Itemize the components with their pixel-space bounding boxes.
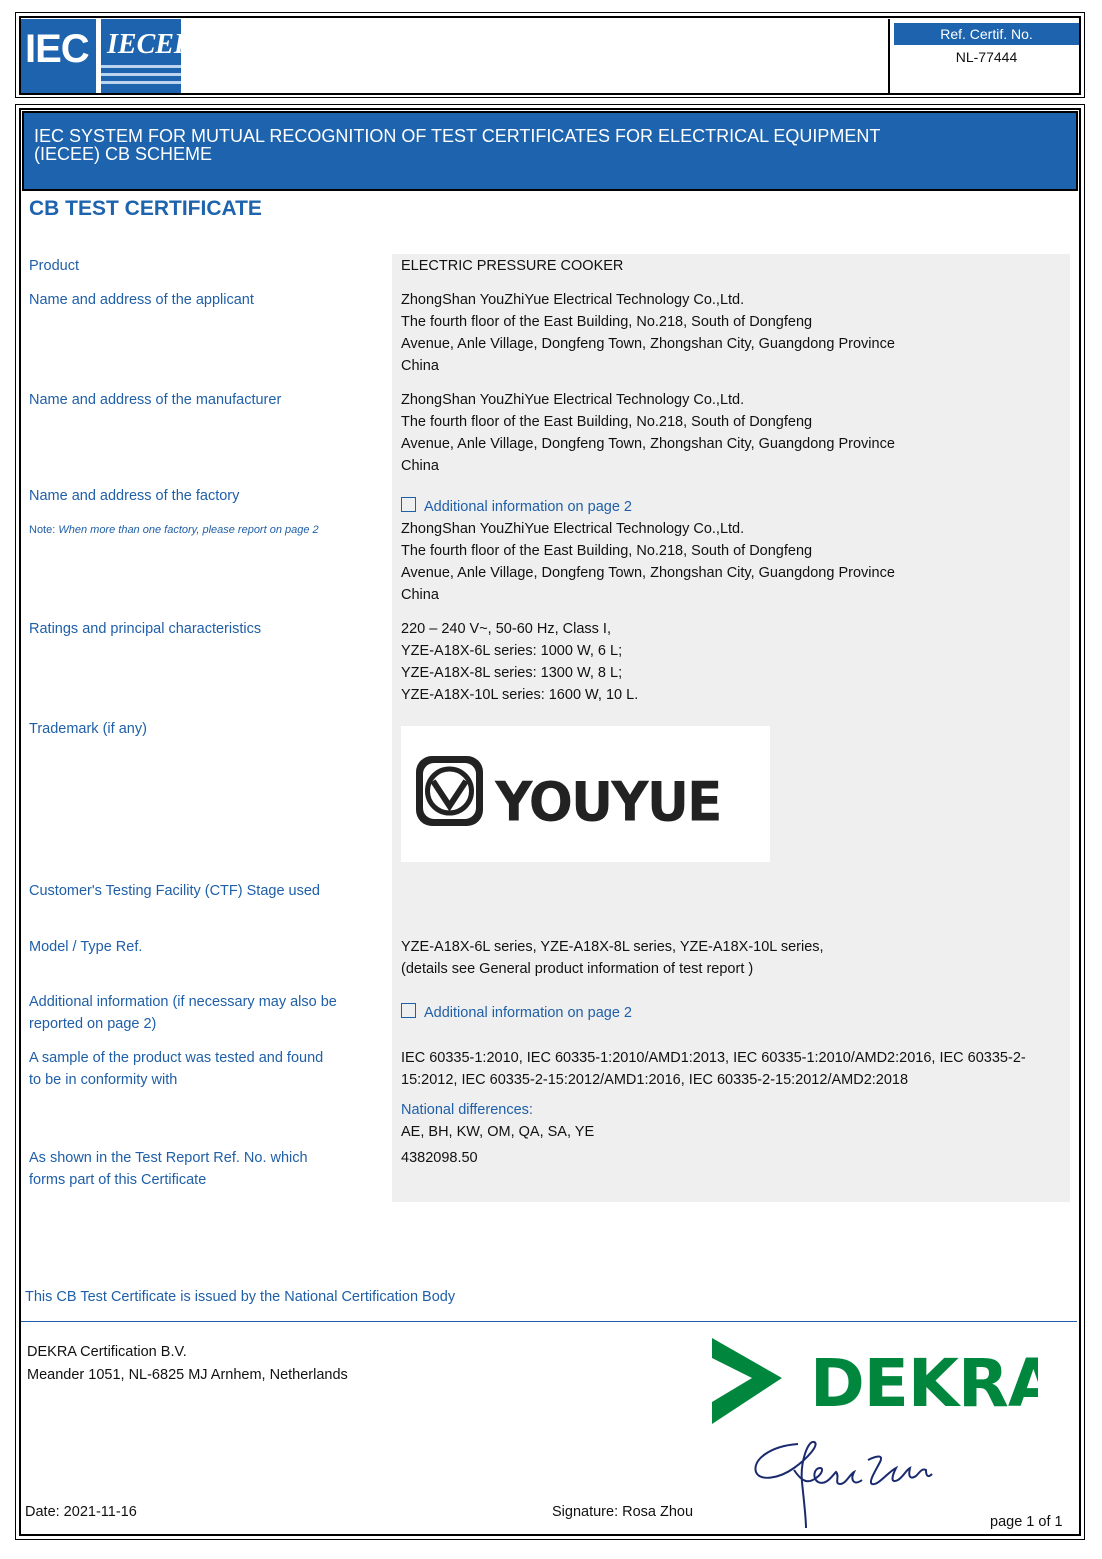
ratings-line: YZE-A18X-6L series: 1000 W, 6 L; <box>401 643 623 659</box>
manufacturer-line: ZhongShan YouZhiYue Electrical Technology Co.,Ltd. <box>401 392 745 408</box>
iecee-logo-text: IECEE <box>107 29 193 60</box>
certificate-title: CB TEST CERTIFICATE <box>29 197 262 220</box>
model-line: YZE-A18X-6L series, YZE-A18X-8L series, YZE-A18X-10L series, <box>401 939 824 955</box>
applicant-line: The fourth floor of the East Building, No.218, South of Dongfeng <box>401 314 813 330</box>
factory-note-prefix: Note: <box>29 524 59 536</box>
scheme-banner-text <box>34 127 994 163</box>
dekra-logo-image <box>710 1334 1038 1426</box>
trademark-logo-text: YOUYUE <box>495 770 721 834</box>
ratings-line: YZE-A18X-10L series: 1600 W, 10 L. <box>401 687 639 703</box>
ref-certif-number: NL-77444 <box>955 49 1018 65</box>
applicant-line: China <box>401 358 439 374</box>
iecee-logo-stripe <box>101 65 181 68</box>
report-label-line: As shown in the Test Report Ref. No. which <box>29 1150 308 1166</box>
iec-logo-text: IEC <box>25 27 89 71</box>
report-label-line: forms part of this Certificate <box>29 1172 207 1188</box>
certification-body-name: DEKRA Certification B.V. <box>27 1344 187 1360</box>
reference-box <box>888 19 1079 95</box>
factory-additional-info-checkbox[interactable] <box>401 497 416 512</box>
trademark-logo <box>401 726 770 862</box>
standards-line: IEC 60335-1:2010, IEC 60335-1:2010/AMD1:2013, IEC 60335-1:2010/AMD2:2016, IEC 60335-2- <box>401 1050 1026 1066</box>
ratings-line: 220 – 240 V~, 50-60 Hz, Class I, <box>401 621 611 637</box>
national-differences-value: AE, BH, KW, OM, QA, SA, YE <box>401 1124 595 1140</box>
additional-info-checkbox[interactable] <box>401 1003 416 1018</box>
factory-label: Name and address of the factory <box>29 488 240 504</box>
applicant-address <box>401 289 895 377</box>
conformity-label-line: A sample of the product was tested and found <box>29 1050 324 1066</box>
additional-info-label-line: Additional information (if necessary may also be <box>29 994 337 1010</box>
applicant-label: Name and address of the applicant <box>29 292 254 308</box>
issued-by-statement: This CB Test Certificate is issued by the National Certification Body <box>25 1289 456 1305</box>
factory-line: The fourth floor of the East Building, No.218, South of Dongfeng <box>401 543 813 559</box>
iecee-logo <box>101 19 193 93</box>
product-label: Product <box>29 258 79 274</box>
manufacturer-label: Name and address of the manufacturer <box>29 392 282 408</box>
dekra-logo-text: DEKRA <box>810 1345 1038 1422</box>
additional-info-label <box>29 991 337 1035</box>
certification-body-address: Meander 1051, NL-6825 MJ Arnhem, Netherlands <box>27 1367 348 1383</box>
factory-additional-info-label: Additional information on page 2 <box>424 499 632 515</box>
factory-additional-info[interactable] <box>401 496 632 518</box>
manufacturer-line: Avenue, Anle Village, Dongfeng Town, Zhongshan City, Guangdong Province <box>401 436 895 452</box>
applicant-line: ZhongShan YouZhiYue Electrical Technology Co.,Ltd. <box>401 292 745 308</box>
factory-line: Avenue, Anle Village, Dongfeng Town, Zhongshan City, Guangdong Province <box>401 565 895 581</box>
ref-certif-label: Ref. Certif. No. <box>894 23 1079 45</box>
national-differences-label: National differences: <box>401 1102 533 1118</box>
factory-note <box>29 524 319 536</box>
report-label <box>29 1147 308 1191</box>
handwritten-signature <box>750 1432 940 1532</box>
standards-line: 15:2012, IEC 60335-2-15:2012/AMD1:2016, IEC 60335-2-15:2012/AMD2:2018 <box>401 1072 909 1088</box>
model-label: Model / Type Ref. <box>29 939 143 955</box>
iecee-logo-stripe <box>101 73 181 76</box>
product-value: ELECTRIC PRESSURE COOKER <box>401 258 624 274</box>
certification-body <box>27 1341 348 1387</box>
applicant-line: Avenue, Anle Village, Dongfeng Town, Zhongshan City, Guangdong Province <box>401 336 895 352</box>
iec-logo <box>21 19 96 93</box>
scheme-banner <box>22 111 1078 191</box>
factory-note-text: When more than one factory, please report on page 2 <box>58 524 319 536</box>
scheme-banner-line2: (IECEE) CB SCHEME <box>34 144 213 164</box>
ratings-line: YZE-A18X-8L series: 1300 W, 8 L; <box>401 665 623 681</box>
page-number: page 1 of 1 <box>990 1514 1063 1530</box>
issued-by-divider <box>21 1321 1077 1322</box>
ratings-values <box>401 618 638 706</box>
additional-info-option[interactable] <box>401 1002 632 1024</box>
iec-iecee-logo <box>21 19 193 93</box>
dekra-logo <box>710 1334 1038 1426</box>
ctf-label: Customer's Testing Facility (CTF) Stage used <box>29 883 320 899</box>
trademark-logo-image <box>401 726 770 862</box>
conformity-standards <box>401 1047 1026 1091</box>
factory-address <box>401 518 895 606</box>
additional-info-label-line: reported on page 2) <box>29 1016 157 1032</box>
iecee-logo-stripe <box>101 81 181 84</box>
model-values <box>401 936 824 980</box>
ratings-label: Ratings and principal characteristics <box>29 621 262 637</box>
trademark-label: Trademark (if any) <box>29 721 147 737</box>
manufacturer-line: The fourth floor of the East Building, No.218, South of Dongfeng <box>401 414 813 430</box>
additional-info-checkbox-label: Additional information on page 2 <box>424 1005 632 1021</box>
factory-line: China <box>401 587 439 603</box>
issue-date: Date: 2021-11-16 <box>25 1504 137 1520</box>
report-number: 4382098.50 <box>401 1150 478 1166</box>
conformity-label <box>29 1047 323 1091</box>
manufacturer-address <box>401 389 895 477</box>
factory-line: ZhongShan YouZhiYue Electrical Technology Co.,Ltd. <box>401 521 745 537</box>
manufacturer-line: China <box>401 458 439 474</box>
conformity-label-line: to be in conformity with <box>29 1072 178 1088</box>
signature-image <box>750 1432 940 1532</box>
signature-label: Signature: Rosa Zhou <box>552 1504 694 1520</box>
scheme-banner-line1: IEC SYSTEM FOR MUTUAL RECOGNITION OF TEST CERTIFICATES FOR ELECTRICAL EQUIPMENT <box>34 126 881 146</box>
model-line: (details see General product information of test report ) <box>401 961 754 977</box>
